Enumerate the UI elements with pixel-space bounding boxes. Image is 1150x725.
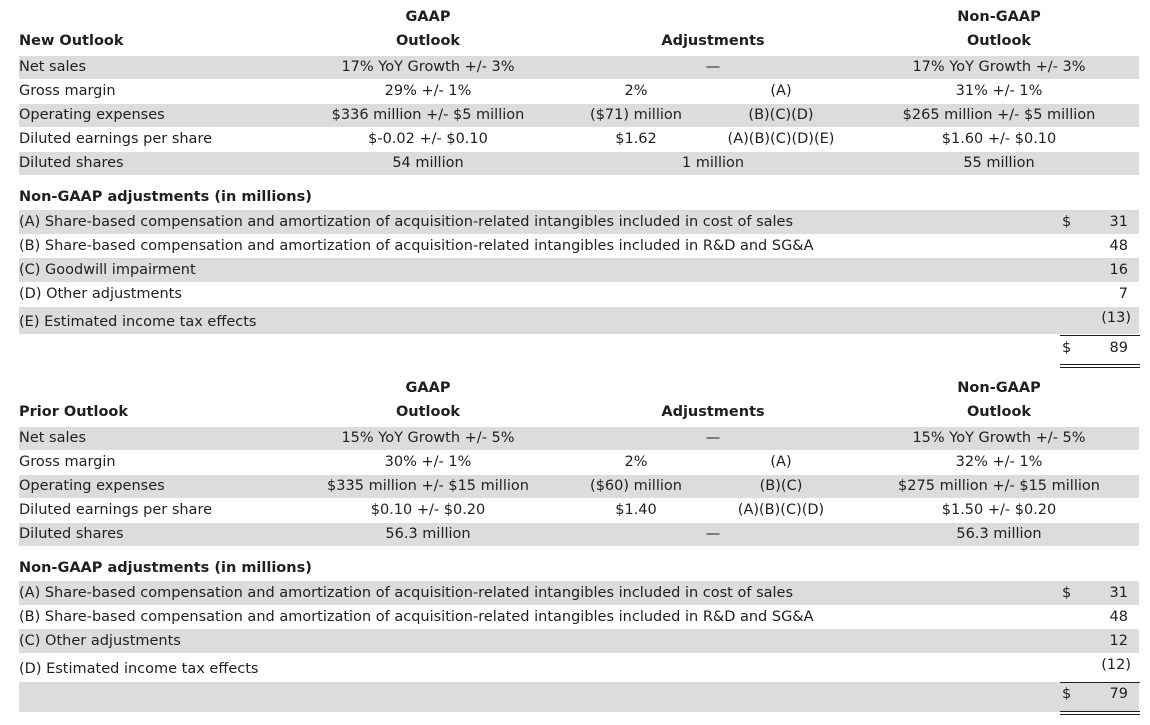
section-title: New Outlook [19,33,124,49]
row-label: Operating expenses [19,107,165,123]
gaap-value: 56.3 million [385,526,471,542]
double-rule [1060,714,1140,715]
adjustments-header: Adjustments [661,33,765,49]
adjustment-band [19,682,1139,712]
nongaap-value: 32% +/- 1% [955,454,1043,470]
gaap-value: 30% +/- 1% [384,454,472,470]
row-label: Operating expenses [19,478,165,494]
gaap-value: 17% YoY Growth +/- 3% [341,59,515,75]
total-amount: 89 [1109,340,1128,356]
adjustment-amount: 31 [1109,214,1128,230]
adjustment-amount: 16 [1109,262,1128,278]
nongaap-value: 31% +/- 1% [955,83,1043,99]
adjustment-amount: ($60) million [590,478,682,494]
gaap-value: $336 million +/- $5 million [331,107,525,123]
double-rule [1060,711,1140,712]
adjustment-amount: 48 [1109,238,1128,254]
adjustment-reference: (A) [770,83,792,99]
currency-symbol: $ [1062,214,1072,230]
nongaap-value: 17% YoY Growth +/- 3% [912,59,1086,75]
total-amount: 79 [1109,686,1128,702]
currency-symbol: $ [1062,686,1072,702]
currency-symbol: $ [1062,585,1072,601]
adjustment-amount: 7 [1118,286,1128,302]
adjustment-reference: (A)(B)(C)(D) [737,502,825,518]
row-label: Diluted shares [19,155,124,171]
adjustment-label: (C) Other adjustments [19,633,181,649]
double-rule [1060,367,1140,368]
adjustment-amount: $1.40 [615,502,657,518]
adjustment-amount: (12) [1101,657,1131,673]
nongaap-value: $1.50 +/- $0.20 [941,502,1057,518]
gaap-header-line2: Outlook [395,404,461,420]
adjustment-band [19,629,1139,653]
total-rule [1060,682,1140,683]
adjustment-reference: (B)(C)(D) [748,107,814,123]
adjustment-reference: (A) [770,454,792,470]
adjustment-amount: (13) [1101,310,1131,326]
adjustment-amount: $1.62 [615,131,657,147]
total-rule [1060,335,1140,336]
gaap-value: $335 million +/- $15 million [327,478,529,494]
nongaap-value: $265 million +/- $5 million [902,107,1096,123]
adjustment-label: (B) Share-based compensation and amortization of acquisition-related intangibles included in R&D and SG&A [19,238,814,254]
gaap-value: 54 million [392,155,464,171]
adjustment-label: (E) Estimated income tax effects [19,314,257,330]
row-label: Net sales [19,59,87,75]
section-title: Prior Outlook [19,404,129,420]
adjustment-amount: 2% [624,83,648,99]
adjustments-title: Non-GAAP adjustments (in millions) [19,189,312,205]
adjustment-label: (A) Share-based compensation and amortization of acquisition-related intangibles included in cost of sales [19,585,794,601]
gaap-value: 15% YoY Growth +/- 5% [341,430,515,446]
nongaap-value: 15% YoY Growth +/- 5% [912,430,1086,446]
adjustment-label: (B) Share-based compensation and amortization of acquisition-related intangibles included in R&D and SG&A [19,609,814,625]
adjustments-title: Non-GAAP adjustments (in millions) [19,560,312,576]
nongaap-value: $275 million +/- $15 million [898,478,1100,494]
adjustment-value: — [705,59,721,75]
adjustment-reference: (B)(C) [759,478,803,494]
adjustment-label: (A) Share-based compensation and amortization of acquisition-related intangibles included in cost of sales [19,214,794,230]
row-label: Diluted earnings per share [19,131,213,147]
adjustment-label: (D) Estimated income tax effects [19,661,259,677]
adjustment-amount: ($71) million [590,107,682,123]
currency-symbol: $ [1062,340,1072,356]
adjustment-amount: 12 [1109,633,1128,649]
row-label: Net sales [19,430,87,446]
adjustment-amount: 2% [624,454,648,470]
nongaap-header-line1: Non-GAAP [957,380,1041,396]
adjustment-value: 1 million [681,155,745,171]
nongaap-value: 55 million [963,155,1035,171]
row-label: Gross margin [19,83,116,99]
adjustment-label: (C) Goodwill impairment [19,262,196,278]
adjustment-value: — [705,526,721,542]
adjustments-header: Adjustments [661,404,765,420]
row-label: Gross margin [19,454,116,470]
nongaap-header-line2: Outlook [966,404,1032,420]
adjustment-amount: 31 [1109,585,1128,601]
nongaap-header-line2: Outlook [966,33,1032,49]
adjustment-amount: 48 [1109,609,1128,625]
gaap-header-line1: GAAP [405,9,451,25]
double-rule [1060,364,1140,365]
adjustment-reference: (A)(B)(C)(D)(E) [727,131,835,147]
row-label: Diluted shares [19,526,124,542]
nongaap-value: 56.3 million [956,526,1042,542]
gaap-value: $0.10 +/- $0.20 [370,502,486,518]
gaap-value: 29% +/- 1% [384,83,472,99]
row-label: Diluted earnings per share [19,502,213,518]
nongaap-header-line1: Non-GAAP [957,9,1041,25]
gaap-header-line1: GAAP [405,380,451,396]
gaap-header-line2: Outlook [395,33,461,49]
adjustment-label: (D) Other adjustments [19,286,182,302]
adjustment-value: — [705,430,721,446]
gaap-value: $-0.02 +/- $0.10 [368,131,488,147]
nongaap-value: $1.60 +/- $0.10 [941,131,1057,147]
